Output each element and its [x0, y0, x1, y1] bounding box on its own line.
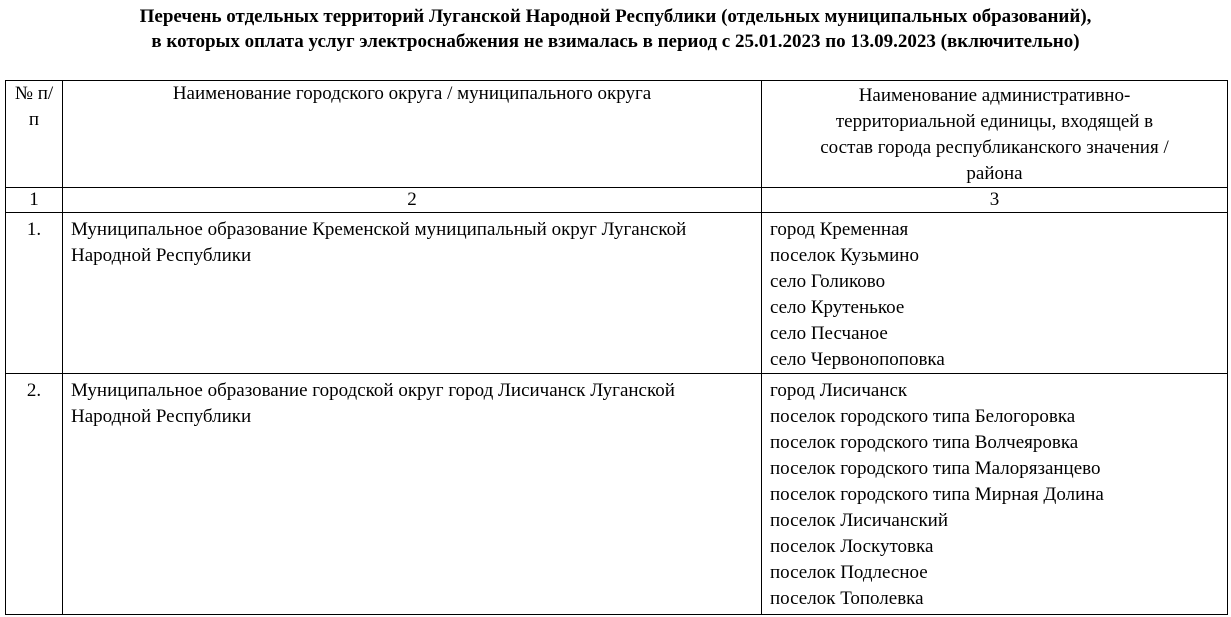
list-item: поселок Подлесное — [770, 562, 928, 583]
column-number-2: 2 — [63, 188, 762, 213]
admin-units-list — [762, 374, 1228, 615]
list-item: село Крутенькое — [770, 297, 905, 318]
header-admin-unit — [762, 81, 1228, 188]
header-number — [6, 81, 63, 188]
table-row — [6, 213, 1228, 374]
list-item: поселок Лоскутовка — [770, 536, 934, 557]
header-number-label: № п/п — [14, 83, 54, 130]
document-title-line-2: в которых оплата услуг электроснабжения не взималась в период с 25.01.2023 по 13.09.2023 (включительно) — [151, 31, 1080, 52]
column-number-3: 3 — [762, 188, 1228, 213]
document-title-line-1: Перечень отдельных территорий Луганской Народной Республики (отдельных муниципальных образований), — [139, 6, 1092, 27]
list-item: село Червонопоповка — [770, 349, 945, 370]
territories-table — [5, 80, 1228, 615]
list-item: поселок городского типа Белогоровка — [770, 406, 1076, 427]
table-header-row — [6, 81, 1228, 188]
list-item: поселок городского типа Волчеяровка — [770, 432, 1079, 453]
list-item: село Голиково — [770, 271, 886, 292]
district-name: Муниципальное образование городской округ город Лисичанск Луганской Народной Республики — [63, 374, 762, 615]
list-item: село Песчаное — [770, 323, 888, 344]
list-item: город Кременная — [770, 219, 909, 240]
admin-units-list — [762, 213, 1228, 374]
header-district-name — [63, 81, 762, 188]
header-district-name-label: Наименование городского округа / муниципального округа — [172, 83, 652, 104]
district-name: Муниципальное образование Кременской муниципальный округ Луганской Народной Республики — [63, 213, 762, 374]
list-item: поселок городского типа Малорязанцево — [770, 458, 1101, 479]
column-numbers-row — [6, 188, 1228, 213]
list-item: город Лисичанск — [770, 380, 908, 401]
table-row — [6, 374, 1228, 615]
row-number: 1. — [6, 213, 63, 374]
list-item: поселок Лисичанский — [770, 510, 949, 531]
header-admin-unit-label: Наименование административно-территориальной единицы, входящей в состав города республиканского значения / района — [820, 85, 1169, 184]
list-item: поселок Тополевка — [770, 588, 924, 609]
list-item: поселок городского типа Мирная Долина — [770, 484, 1104, 505]
column-number-1: 1 — [6, 188, 63, 213]
document-title — [0, 4, 1231, 54]
row-number: 2. — [6, 374, 63, 615]
list-item: поселок Кузьмино — [770, 245, 919, 266]
